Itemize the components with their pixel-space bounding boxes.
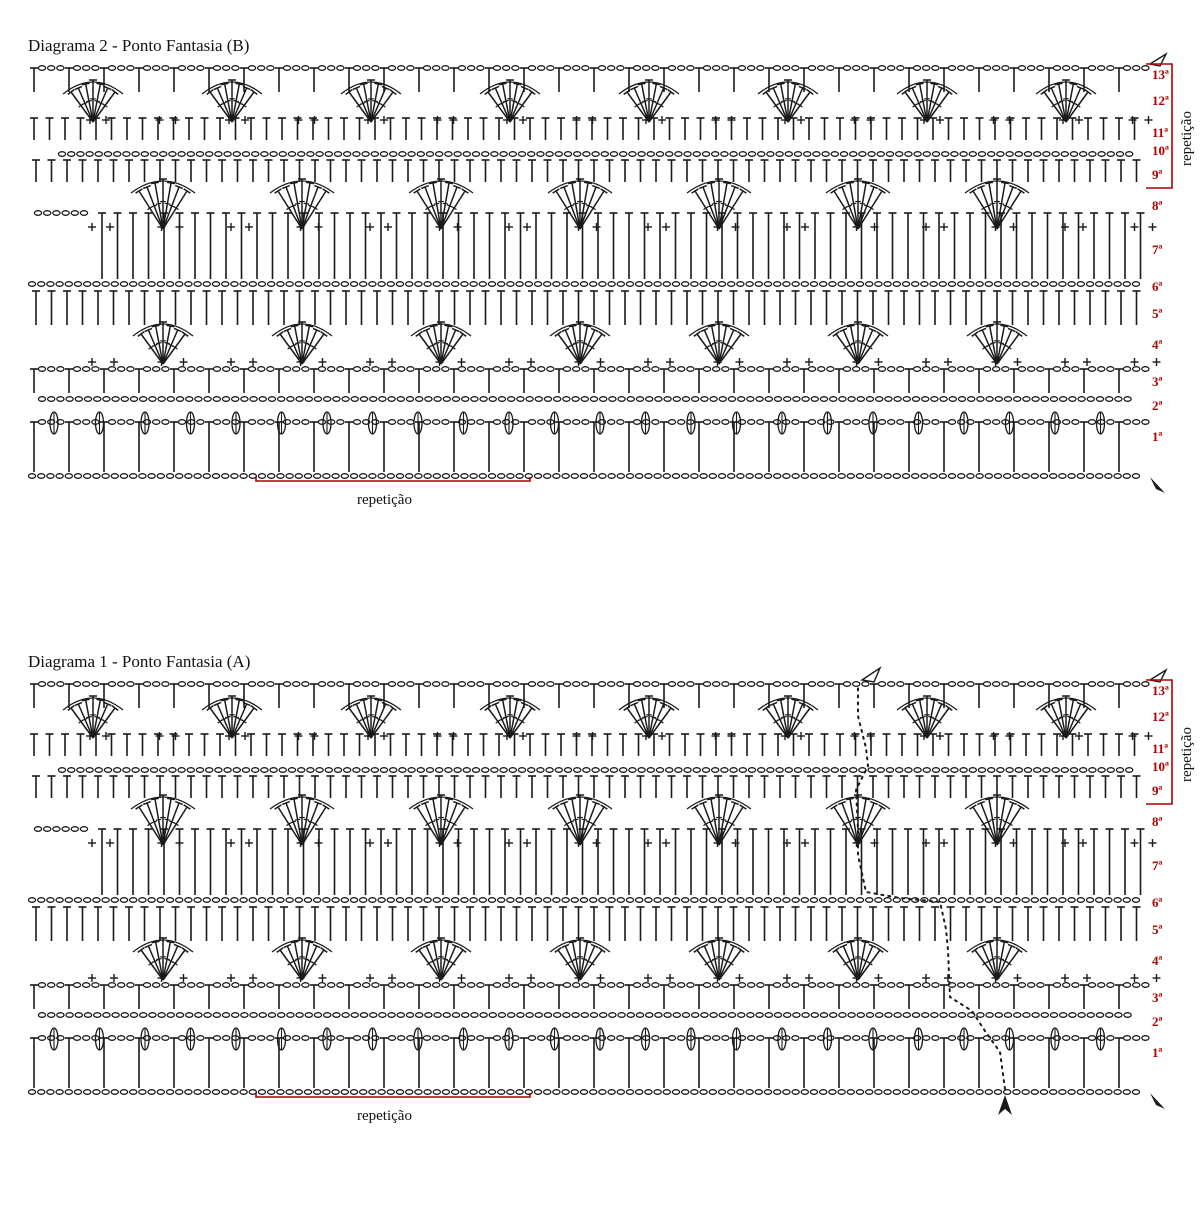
row-6-chain: [28, 282, 1139, 287]
row-4-fans: [88, 938, 1161, 982]
working-path: [856, 684, 1005, 1089]
row-label: 5ª: [1152, 922, 1163, 937]
row-8-fans: [88, 795, 1157, 847]
row-label: 11ª: [1152, 741, 1169, 756]
foundation-chain: [28, 474, 1139, 479]
row-label: 1ª: [1152, 1045, 1163, 1060]
path-start-arrow-icon: [998, 1095, 1012, 1115]
row-label: 13ª: [1152, 67, 1169, 82]
start-arrow-icon: [1150, 477, 1165, 493]
row-3-stitches: [30, 983, 1149, 1009]
row-11-stitches: [30, 734, 1139, 756]
row-10-chain: [58, 768, 1132, 773]
row-2-stitches: [38, 397, 1131, 434]
row-label: 12ª: [1152, 93, 1169, 108]
row-11-stitches: [30, 118, 1139, 140]
row-7-stitches: [34, 211, 1144, 279]
stitch-grid: [28, 682, 1160, 1095]
row-8-fans: [88, 179, 1157, 231]
row-9-stitches: [32, 776, 1141, 798]
row-2-stitches: [38, 1013, 1131, 1050]
row-label: 2ª: [1152, 398, 1163, 413]
row-label: 9ª: [1152, 167, 1163, 182]
side-repeat-label: repetição: [1179, 727, 1195, 782]
row-13-stitches: [30, 66, 1149, 92]
row-7-stitches: [34, 827, 1144, 895]
row-9-stitches: [32, 160, 1141, 182]
row-6-chain: [28, 898, 1139, 903]
row-3-stitches: [30, 367, 1149, 393]
row-1-stitches: [30, 420, 1149, 472]
row-label: 11ª: [1152, 125, 1169, 140]
row-label: 9ª: [1152, 783, 1163, 798]
start-arrow-icon: [1150, 1093, 1165, 1109]
row-label: 6ª: [1152, 895, 1163, 910]
row-4-fans: [88, 322, 1161, 366]
diagram-1-chart: [0, 656, 1200, 1216]
diagram-2-chart: [0, 40, 1200, 600]
row-label: 5ª: [1152, 306, 1163, 321]
row-label: 13ª: [1152, 683, 1169, 698]
row-label: 4ª: [1152, 337, 1163, 352]
row-label: 10ª: [1152, 759, 1169, 774]
row-label: 2ª: [1152, 1014, 1163, 1029]
row-5-stitches: [32, 291, 1141, 325]
diagram-2-title: Diagrama 2 - Ponto Fantasia (B): [28, 36, 250, 55]
row-label: 6ª: [1152, 279, 1163, 294]
row-label: 3ª: [1152, 374, 1163, 389]
row-label: 10ª: [1152, 143, 1169, 158]
row-label: 1ª: [1152, 429, 1163, 444]
row-13-stitches: [30, 682, 1149, 708]
side-repeat-label: repetição: [1179, 111, 1195, 166]
bottom-repeat-label: repetição: [357, 492, 412, 508]
row-label: 8ª: [1152, 814, 1163, 829]
path-end-arrow-icon: [862, 668, 880, 682]
row-label: 12ª: [1152, 709, 1169, 724]
row-label: 4ª: [1152, 953, 1163, 968]
diagram-1-title: Diagrama 1 - Ponto Fantasia (A): [28, 652, 251, 671]
bottom-repeat-label: repetição: [357, 1108, 412, 1124]
row-10-chain: [58, 152, 1132, 157]
row-label: 8ª: [1152, 198, 1163, 213]
row-label: 3ª: [1152, 990, 1163, 1005]
row-1-stitches: [30, 1036, 1149, 1088]
row-5-stitches: [32, 907, 1141, 941]
row-label: 7ª: [1152, 242, 1163, 257]
foundation-chain: [28, 1090, 1139, 1095]
stitch-grid: [28, 66, 1160, 479]
row-label: 7ª: [1152, 858, 1163, 873]
